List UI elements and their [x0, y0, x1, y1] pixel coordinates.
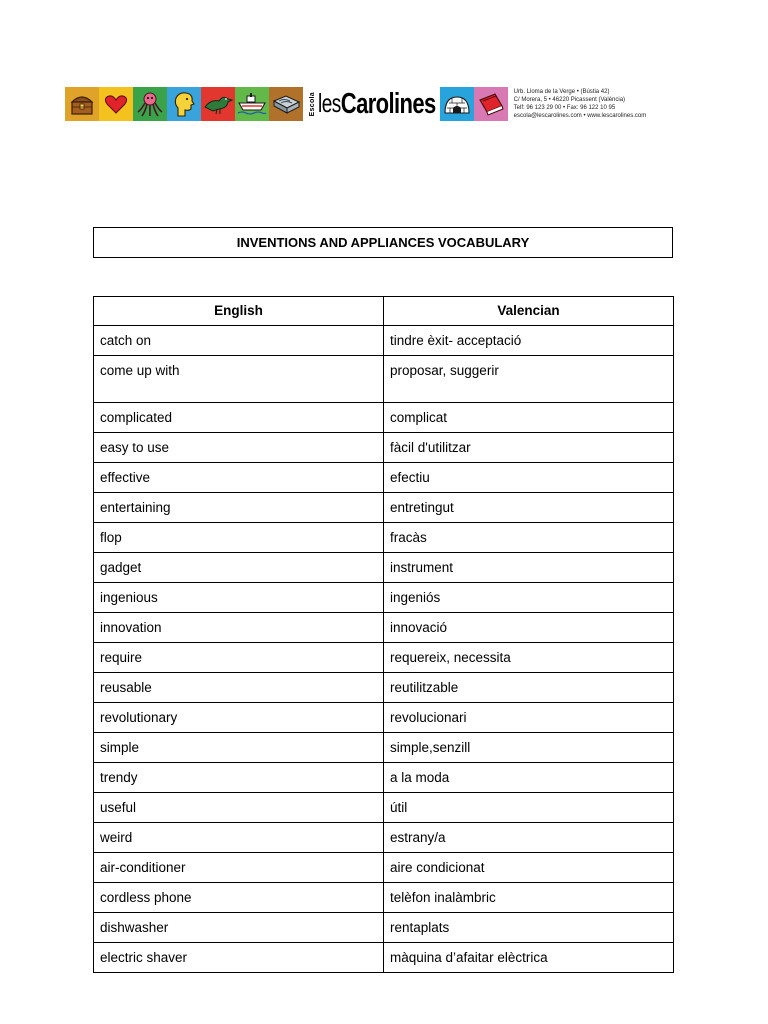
- valencian-term: proposar, suggerir: [384, 356, 674, 403]
- valencian-term: simple,senzill: [384, 733, 674, 763]
- igloo-icon: [440, 87, 474, 121]
- face-profile-icon: [167, 87, 201, 121]
- table-row: [94, 853, 674, 883]
- address-line: C/ Morera, 5 • 46220 Picassent (València): [513, 97, 626, 103]
- english-term: cordless phone: [94, 883, 384, 913]
- english-term: dishwasher: [94, 913, 384, 943]
- english-term: require: [94, 643, 384, 673]
- english-term: entertaining: [94, 493, 384, 523]
- valencian-term: instrument: [384, 553, 674, 583]
- logo-les-text: les: [318, 89, 341, 119]
- valencian-term: reutilitzable: [384, 673, 674, 703]
- valencian-term: útil: [384, 793, 674, 823]
- english-term: useful: [94, 793, 384, 823]
- english-term: flop: [94, 523, 384, 553]
- english-term: gadget: [94, 553, 384, 583]
- valencian-term: efectiu: [384, 463, 674, 493]
- bird-icon: [201, 87, 235, 121]
- valencian-term: aire condicionat: [384, 853, 674, 883]
- valencian-term: fracàs: [384, 523, 674, 553]
- table-row: [94, 733, 674, 763]
- english-term: simple: [94, 733, 384, 763]
- octopus-icon: [133, 87, 167, 121]
- english-term: trendy: [94, 763, 384, 793]
- english-term: catch on: [94, 326, 384, 356]
- english-term: electric shaver: [94, 943, 384, 973]
- table-row: [94, 463, 674, 493]
- logo-name-text: Carolines: [340, 87, 436, 120]
- letterhead: [65, 87, 646, 121]
- table-row: [94, 883, 674, 913]
- valencian-term: requereix, necessita: [384, 643, 674, 673]
- english-term: reusable: [94, 673, 384, 703]
- table-row: [94, 613, 674, 643]
- english-term: ingenious: [94, 583, 384, 613]
- valencian-term: complicat: [384, 403, 674, 433]
- table-row: [94, 583, 674, 613]
- english-term: weird: [94, 823, 384, 853]
- sardine-tin-icon: [269, 87, 303, 121]
- address-line: escola@lescarolines.com • www.lescarolines.com: [513, 113, 647, 119]
- table-row: [94, 673, 674, 703]
- address-line: Urb. Lloma de la Verge • (Bústia 42): [513, 89, 610, 95]
- table-row: [94, 326, 674, 356]
- valencian-term: estrany/a: [384, 823, 674, 853]
- valencian-term: fàcil d'utilitzar: [384, 433, 674, 463]
- address-line: Telf: 96 123 29 00 • Fax: 96 122 10 95: [513, 105, 616, 111]
- table-row: [94, 823, 674, 853]
- valencian-term: a la moda: [384, 763, 674, 793]
- table-header-row: [94, 297, 674, 326]
- valencian-term: revolucionari: [384, 703, 674, 733]
- page-title: INVENTIONS AND APPLIANCES VOCABULARY: [93, 227, 673, 258]
- valencian-term: entretingut: [384, 493, 674, 523]
- logo-escola-text: Escola: [309, 91, 316, 117]
- table-row: [94, 913, 674, 943]
- table-row: [94, 523, 674, 553]
- treasure-chest-icon: [65, 87, 99, 121]
- english-term: come up with: [94, 356, 384, 403]
- table-row: [94, 943, 674, 973]
- vocabulary-table: [93, 296, 674, 973]
- table-row: [94, 493, 674, 523]
- column-header-valencian: Valencian: [384, 297, 674, 326]
- valencian-term: rentaplats: [384, 913, 674, 943]
- valencian-term: telèfon inalàmbric: [384, 883, 674, 913]
- table-row: [94, 703, 674, 733]
- valencian-term: màquina d’afaitar elèctrica: [384, 943, 674, 973]
- table-row: [94, 403, 674, 433]
- valencian-term: ingeniós: [384, 583, 674, 613]
- heart-icon: [99, 87, 133, 121]
- school-logo: [303, 87, 440, 121]
- english-term: air-conditioner: [94, 853, 384, 883]
- column-header-english: English: [94, 297, 384, 326]
- table-row: [94, 763, 674, 793]
- english-term: revolutionary: [94, 703, 384, 733]
- english-term: effective: [94, 463, 384, 493]
- valencian-term: innovació: [384, 613, 674, 643]
- table-row: [94, 553, 674, 583]
- school-address: [514, 88, 647, 120]
- table-row: [94, 793, 674, 823]
- table-row: [94, 643, 674, 673]
- table-row: [94, 356, 674, 403]
- valencian-term: tindre èxit- acceptació: [384, 326, 674, 356]
- boat-icon: [235, 87, 269, 121]
- table-row: [94, 433, 674, 463]
- english-term: innovation: [94, 613, 384, 643]
- english-term: complicated: [94, 403, 384, 433]
- book-icon: [474, 87, 508, 121]
- english-term: easy to use: [94, 433, 384, 463]
